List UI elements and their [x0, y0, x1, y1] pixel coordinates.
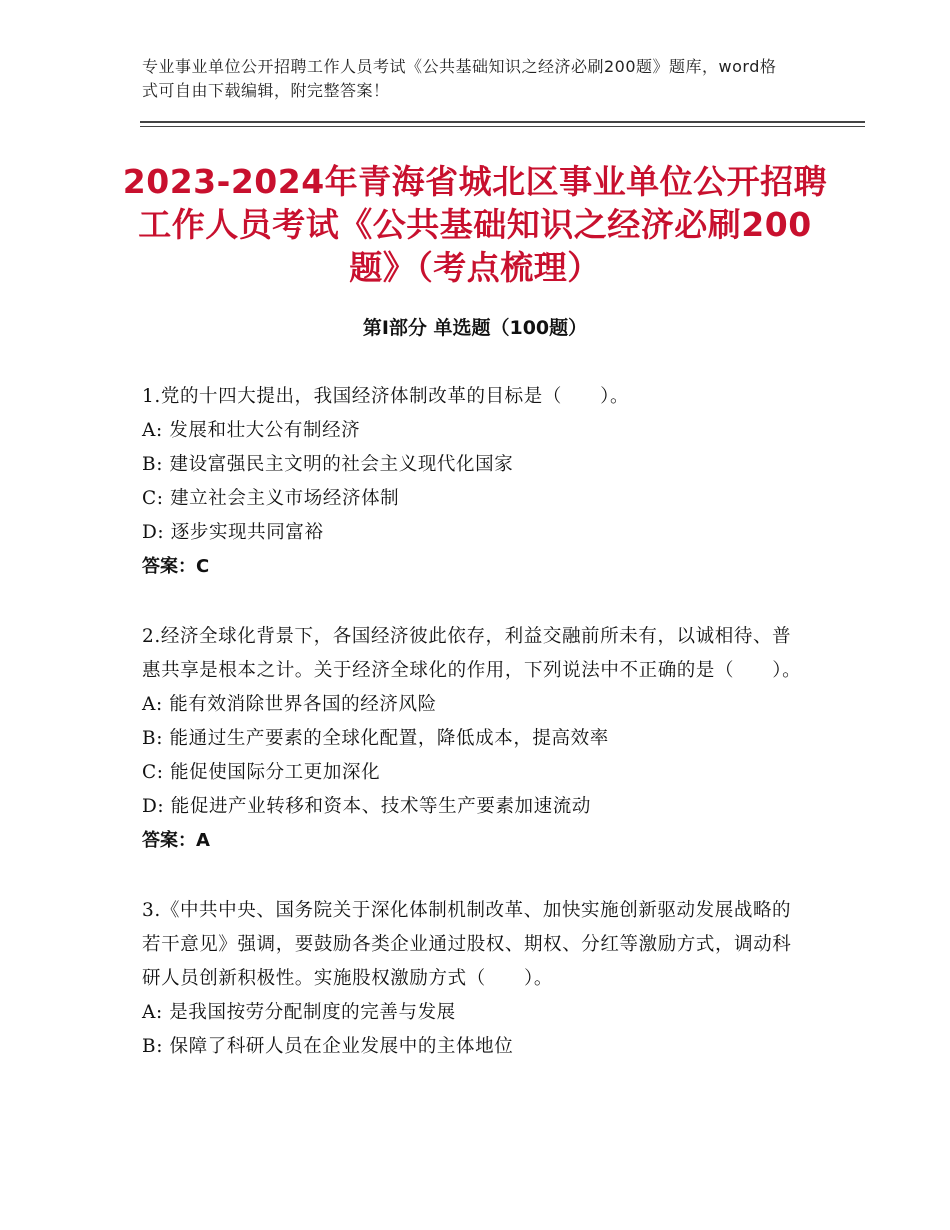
option-b: [142, 448, 802, 482]
option-c: [142, 482, 802, 516]
answer-label: 答案：A: [142, 830, 210, 851]
question-list: [142, 380, 802, 1100]
option-text: 是我国按劳分配制度的完善与发展: [169, 1002, 456, 1023]
question-3: [142, 894, 802, 1064]
option-text: 能有效消除世界各国的经济风险: [169, 694, 437, 715]
answer-label: 答案：C: [142, 556, 210, 577]
option-d: [142, 516, 802, 550]
option-text: 保障了科研人员在企业发展中的主体地位: [169, 1036, 514, 1057]
option-letter: D:: [142, 522, 165, 543]
option-letter: A:: [142, 694, 163, 715]
option-letter: C:: [142, 762, 164, 783]
option-letter: A:: [142, 1002, 163, 1023]
option-b: [142, 1030, 802, 1064]
document-title: 2023-2024年青海省城北区事业单位公开招聘工作人员考试《公共基础知识之经济必刷200题》（考点梳理）: [122, 162, 828, 287]
option-letter: B:: [142, 728, 164, 749]
question-text: 1.党的十四大提出，我国经济体制改革的目标是（ ）。: [142, 386, 630, 407]
question-1: [142, 380, 802, 584]
option-text: 建立社会主义市场经济体制: [170, 488, 400, 509]
option-text: 逐步实现共同富裕: [170, 522, 324, 543]
section-title: 第Ⅰ部分 单选题（100题）: [362, 317, 588, 339]
option-text: 建设富强民主文明的社会主义现代化国家: [169, 454, 514, 475]
option-letter: A:: [142, 420, 163, 441]
option-letter: D:: [142, 796, 165, 817]
option-letter: B:: [142, 1036, 164, 1057]
option-text: 发展和壮大公有制经济: [169, 420, 361, 441]
option-letter: C:: [142, 488, 164, 509]
question-2: [142, 620, 802, 858]
option-a: [142, 414, 802, 448]
option-text: 能促使国际分工更加深化: [170, 762, 381, 783]
option-a: [142, 996, 802, 1030]
option-a: [142, 688, 802, 722]
option-c: [142, 756, 802, 790]
header-rule-thick: [140, 121, 865, 123]
option-text: 能通过生产要素的全球化配置，降低成本，提高效率: [169, 728, 609, 749]
option-text: 能促进产业转移和资本、技术等生产要素加速流动: [170, 796, 591, 817]
option-b: [142, 722, 802, 756]
header-note: 专业事业单位公开招聘工作人员考试《公共基础知识之经济必刷200题》题库，word格式可自由下载编辑，附完整答案！: [142, 57, 777, 100]
question-text: 3.《中共中央、国务院关于深化体制机制改革、加快实施创新驱动发展战略的若干意见》强调，要鼓励各类企业通过股权、期权、分红等激励方式，调动科研人员创新积极性。实施股权激励方式（ ）。: [142, 900, 792, 989]
question-text: 2.经济全球化背景下，各国经济彼此依存，利益交融前所未有，以诚相待、普惠共享是根本之计。关于经济全球化的作用，下列说法中不正确的是（ ）。: [142, 626, 802, 681]
option-letter: B:: [142, 454, 164, 475]
header-rule-thin: [140, 126, 865, 127]
option-d: [142, 790, 802, 824]
